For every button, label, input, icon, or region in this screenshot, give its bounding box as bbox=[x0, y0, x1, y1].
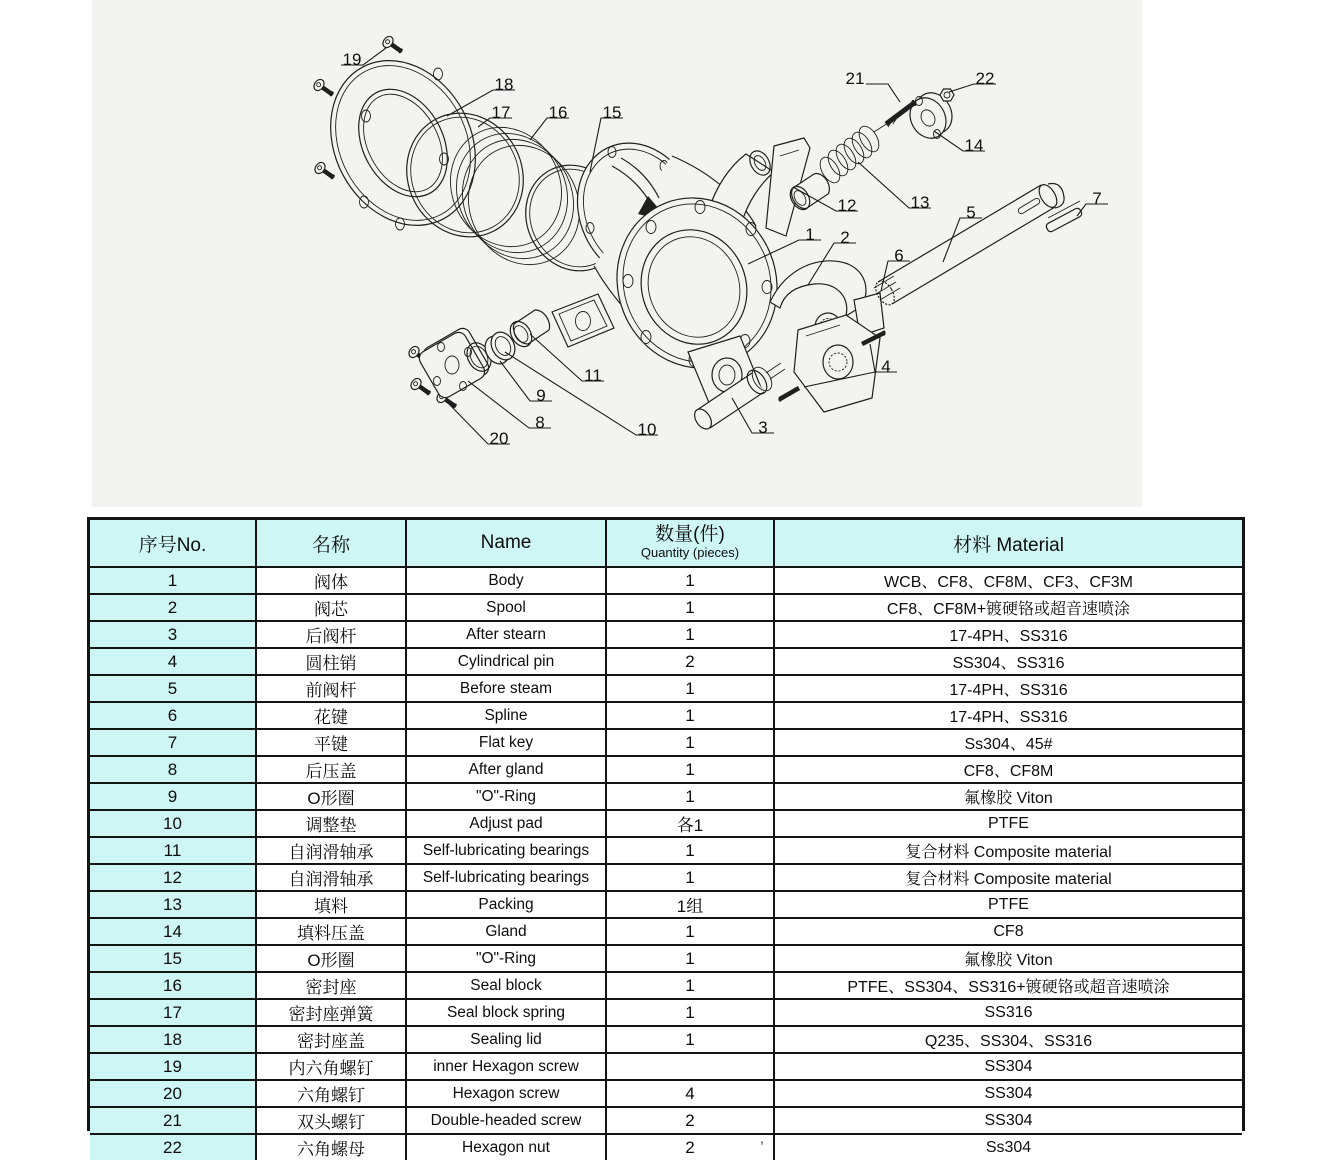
part-number-label: 2 bbox=[840, 228, 850, 247]
cell-name: inner Hexagon screw bbox=[405, 1054, 605, 1079]
cell-name: Body bbox=[405, 568, 605, 593]
before-stem bbox=[878, 182, 1064, 304]
cell-material: SS304、SS316 bbox=[773, 649, 1242, 674]
table-row bbox=[90, 593, 1242, 620]
cell-name: After gland bbox=[405, 757, 605, 782]
packing-spring-13 bbox=[816, 123, 888, 186]
cell-qty: 1 bbox=[605, 703, 773, 728]
part-number-label: 1 bbox=[805, 225, 815, 244]
header-no: 序号No. bbox=[138, 534, 207, 556]
cell-qty: 1 bbox=[605, 865, 773, 890]
cell-cn-name: 前阀杆 bbox=[255, 676, 405, 701]
cell-no: 11 bbox=[90, 838, 255, 863]
cell-material: PTFE bbox=[773, 892, 1242, 917]
table-row bbox=[90, 728, 1242, 755]
header-material: 材料 Material bbox=[773, 520, 1242, 566]
table-row bbox=[90, 782, 1242, 809]
cell-no: 12 bbox=[90, 865, 255, 890]
cell-qty: 1 bbox=[605, 757, 773, 782]
cell-no: 13 bbox=[90, 892, 255, 917]
header-quantity-cn: 数量(件) bbox=[655, 524, 725, 546]
cell-no: 4 bbox=[90, 649, 255, 674]
cell-cn-name: O形圈 bbox=[255, 946, 405, 971]
cell-qty: 1 bbox=[605, 595, 773, 620]
part-number-label: 18 bbox=[494, 75, 514, 94]
cell-material: 氟橡胶 Viton bbox=[773, 784, 1242, 809]
cell-material: Ss304 bbox=[773, 1135, 1242, 1160]
cell-no: 8 bbox=[90, 757, 255, 782]
cell-cn-name: 填料 bbox=[255, 892, 405, 917]
part-number-label: 7 bbox=[1092, 189, 1102, 208]
cell-cn-name: 调整垫 bbox=[255, 811, 405, 836]
exploded-view-panel bbox=[92, 0, 1142, 507]
cell-qty: 2 bbox=[605, 1108, 773, 1133]
cell-cn-name: 后压盖 bbox=[255, 757, 405, 782]
cell-name: Double-headed screw bbox=[405, 1108, 605, 1133]
cell-qty: 1组 bbox=[605, 892, 773, 917]
table-row bbox=[90, 1025, 1242, 1052]
cell-name: Packing bbox=[405, 892, 605, 917]
cell-cn-name: 阀体 bbox=[255, 568, 405, 593]
cell-name: Adjust pad bbox=[405, 811, 605, 836]
cell-qty: 1 bbox=[605, 622, 773, 647]
cell-material: CF8 bbox=[773, 919, 1242, 944]
cell-name: Before steam bbox=[405, 676, 605, 701]
cell-name: Flat key bbox=[405, 730, 605, 755]
cell-qty bbox=[605, 1054, 773, 1079]
cell-cn-name: 六角螺母 bbox=[255, 1135, 405, 1160]
table-row bbox=[90, 1079, 1242, 1106]
cell-material: SS304 bbox=[773, 1054, 1242, 1079]
stray-mark: , bbox=[760, 1130, 764, 1146]
table-row bbox=[90, 620, 1242, 647]
cell-material: 复合材料 Composite material bbox=[773, 838, 1242, 863]
exploded-view-diagram bbox=[92, 0, 1142, 507]
part-number-label: 17 bbox=[491, 103, 511, 122]
part-number-label: 3 bbox=[758, 418, 768, 437]
part-number-label: 15 bbox=[602, 103, 622, 122]
part-number-label: 5 bbox=[966, 203, 976, 222]
cell-material: CF8、CF8M+镀硬铬或超音速喷涂 bbox=[773, 595, 1242, 620]
table-row bbox=[90, 836, 1242, 863]
sealing-lid bbox=[303, 35, 504, 251]
cell-cn-name: 双头螺钉 bbox=[255, 1108, 405, 1133]
table-row bbox=[90, 701, 1242, 728]
cell-material: 17-4PH、SS316 bbox=[773, 703, 1242, 728]
cell-material: SS304 bbox=[773, 1081, 1242, 1106]
table-row bbox=[90, 1052, 1242, 1079]
cell-cn-name: 六角螺钉 bbox=[255, 1081, 405, 1106]
cell-qty: 1 bbox=[605, 676, 773, 701]
cell-no: 9 bbox=[90, 784, 255, 809]
cell-qty: 1 bbox=[605, 730, 773, 755]
cell-qty: 1 bbox=[605, 973, 773, 998]
cell-qty: 1 bbox=[605, 946, 773, 971]
cell-qty: 1 bbox=[605, 568, 773, 593]
cell-name: "O"-Ring bbox=[405, 946, 605, 971]
cell-name: Spline bbox=[405, 703, 605, 728]
header-quantity-en: Quantity (pieces) bbox=[640, 545, 740, 561]
cell-material: SS316 bbox=[773, 1000, 1242, 1025]
part-number-label: 21 bbox=[845, 69, 865, 88]
cell-cn-name: 内六角螺钉 bbox=[255, 1054, 405, 1079]
header-quantity bbox=[605, 520, 773, 566]
cell-cn-name: O形圈 bbox=[255, 784, 405, 809]
part-number-label: 22 bbox=[975, 69, 995, 88]
cell-qty: 1 bbox=[605, 838, 773, 863]
cell-cn-name: 填料压盖 bbox=[255, 919, 405, 944]
part-number-label: 14 bbox=[964, 136, 984, 155]
cell-no: 3 bbox=[90, 622, 255, 647]
cell-name: Spool bbox=[405, 595, 605, 620]
part-number-label: 13 bbox=[910, 193, 930, 212]
table-body bbox=[90, 566, 1242, 1160]
cell-cn-name: 密封座弹簧 bbox=[255, 1000, 405, 1025]
cell-no: 16 bbox=[90, 973, 255, 998]
cell-no: 18 bbox=[90, 1027, 255, 1052]
cell-no: 1 bbox=[90, 568, 255, 593]
part-number-label: 4 bbox=[881, 357, 891, 376]
part-number-label: 10 bbox=[637, 420, 657, 439]
cell-material: Q235、SS304、SS316 bbox=[773, 1027, 1242, 1052]
cell-no: 7 bbox=[90, 730, 255, 755]
cell-no: 10 bbox=[90, 811, 255, 836]
cell-qty: 1 bbox=[605, 1000, 773, 1025]
cell-no: 21 bbox=[90, 1108, 255, 1133]
part-number-label: 12 bbox=[837, 196, 857, 215]
table-row bbox=[90, 944, 1242, 971]
cell-cn-name: 密封座 bbox=[255, 973, 405, 998]
cell-material: PTFE、SS304、SS316+镀硬铬或超音速喷涂 bbox=[773, 973, 1242, 998]
header-name: Name bbox=[405, 520, 605, 566]
cell-name: Gland bbox=[405, 919, 605, 944]
table-row bbox=[90, 890, 1242, 917]
cell-material: 17-4PH、SS316 bbox=[773, 622, 1242, 647]
table-row bbox=[90, 998, 1242, 1025]
part-number-label: 8 bbox=[535, 413, 545, 432]
cell-no: 14 bbox=[90, 919, 255, 944]
part-number-label: 20 bbox=[489, 429, 509, 448]
cell-qty: 2 bbox=[605, 1135, 773, 1160]
cell-qty: 4 bbox=[605, 1081, 773, 1106]
cell-qty: 1 bbox=[605, 1027, 773, 1052]
cell-name: "O"-Ring bbox=[405, 784, 605, 809]
cell-no: 5 bbox=[90, 676, 255, 701]
table-row bbox=[90, 863, 1242, 890]
table-row bbox=[90, 971, 1242, 998]
cell-cn-name: 圆柱销 bbox=[255, 649, 405, 674]
cell-no: 17 bbox=[90, 1000, 255, 1025]
cell-no: 19 bbox=[90, 1054, 255, 1079]
cell-qty: 1 bbox=[605, 784, 773, 809]
cell-cn-name: 密封座盖 bbox=[255, 1027, 405, 1052]
cell-no: 2 bbox=[90, 595, 255, 620]
table-row bbox=[90, 674, 1242, 701]
table-header-row bbox=[90, 520, 1242, 566]
table-row bbox=[90, 755, 1242, 782]
body-side-boss bbox=[552, 294, 614, 347]
cell-cn-name: 花键 bbox=[255, 703, 405, 728]
cell-material: 氟橡胶 Viton bbox=[773, 946, 1242, 971]
cell-material: 复合材料 Composite material bbox=[773, 865, 1242, 890]
header-cn-name: 名称 bbox=[255, 520, 405, 566]
table-row bbox=[90, 1133, 1242, 1160]
cell-material: 17-4PH、SS316 bbox=[773, 676, 1242, 701]
cell-name: Self-lubricating bearings bbox=[405, 838, 605, 863]
table-row bbox=[90, 647, 1242, 674]
cell-name: Cylindrical pin bbox=[405, 649, 605, 674]
cell-qty: 2 bbox=[605, 649, 773, 674]
cell-no: 20 bbox=[90, 1081, 255, 1106]
cell-material: PTFE bbox=[773, 811, 1242, 836]
part-number-label: 19 bbox=[342, 50, 362, 69]
cell-material: WCB、CF8、CF8M、CF3、CF3M bbox=[773, 568, 1242, 593]
cell-cn-name: 阀芯 bbox=[255, 595, 405, 620]
part-number-label: 9 bbox=[536, 386, 546, 405]
table-row bbox=[90, 917, 1242, 944]
cell-name: After stearn bbox=[405, 622, 605, 647]
cell-name: Hexagon screw bbox=[405, 1081, 605, 1106]
cell-material: CF8、CF8M bbox=[773, 757, 1242, 782]
cell-material: SS304 bbox=[773, 1108, 1242, 1133]
cell-no: 6 bbox=[90, 703, 255, 728]
part-number-label: 16 bbox=[548, 103, 568, 122]
cell-qty: 各1 bbox=[605, 811, 773, 836]
part-number-label: 11 bbox=[584, 366, 602, 385]
table-row bbox=[90, 809, 1242, 836]
cell-name: Sealing lid bbox=[405, 1027, 605, 1052]
cell-cn-name: 自润滑轴承 bbox=[255, 838, 405, 863]
cell-cn-name: 后阀杆 bbox=[255, 622, 405, 647]
cell-material: Ss304、45# bbox=[773, 730, 1242, 755]
parts-table bbox=[87, 517, 1245, 1159]
table-row bbox=[90, 1106, 1242, 1133]
cell-qty: 1 bbox=[605, 919, 773, 944]
cell-name: Self-lubricating bearings bbox=[405, 865, 605, 890]
cell-name: Seal block bbox=[405, 973, 605, 998]
cell-cn-name: 自润滑轴承 bbox=[255, 865, 405, 890]
cell-no: 15 bbox=[90, 946, 255, 971]
cell-name: Seal block spring bbox=[405, 1000, 605, 1025]
cell-name: Hexagon nut bbox=[405, 1135, 605, 1160]
table-row bbox=[90, 566, 1242, 593]
after-gland-plate bbox=[416, 325, 491, 400]
part-number-label: 6 bbox=[894, 246, 904, 265]
cell-no: 22 bbox=[90, 1135, 255, 1160]
cell-cn-name: 平键 bbox=[255, 730, 405, 755]
